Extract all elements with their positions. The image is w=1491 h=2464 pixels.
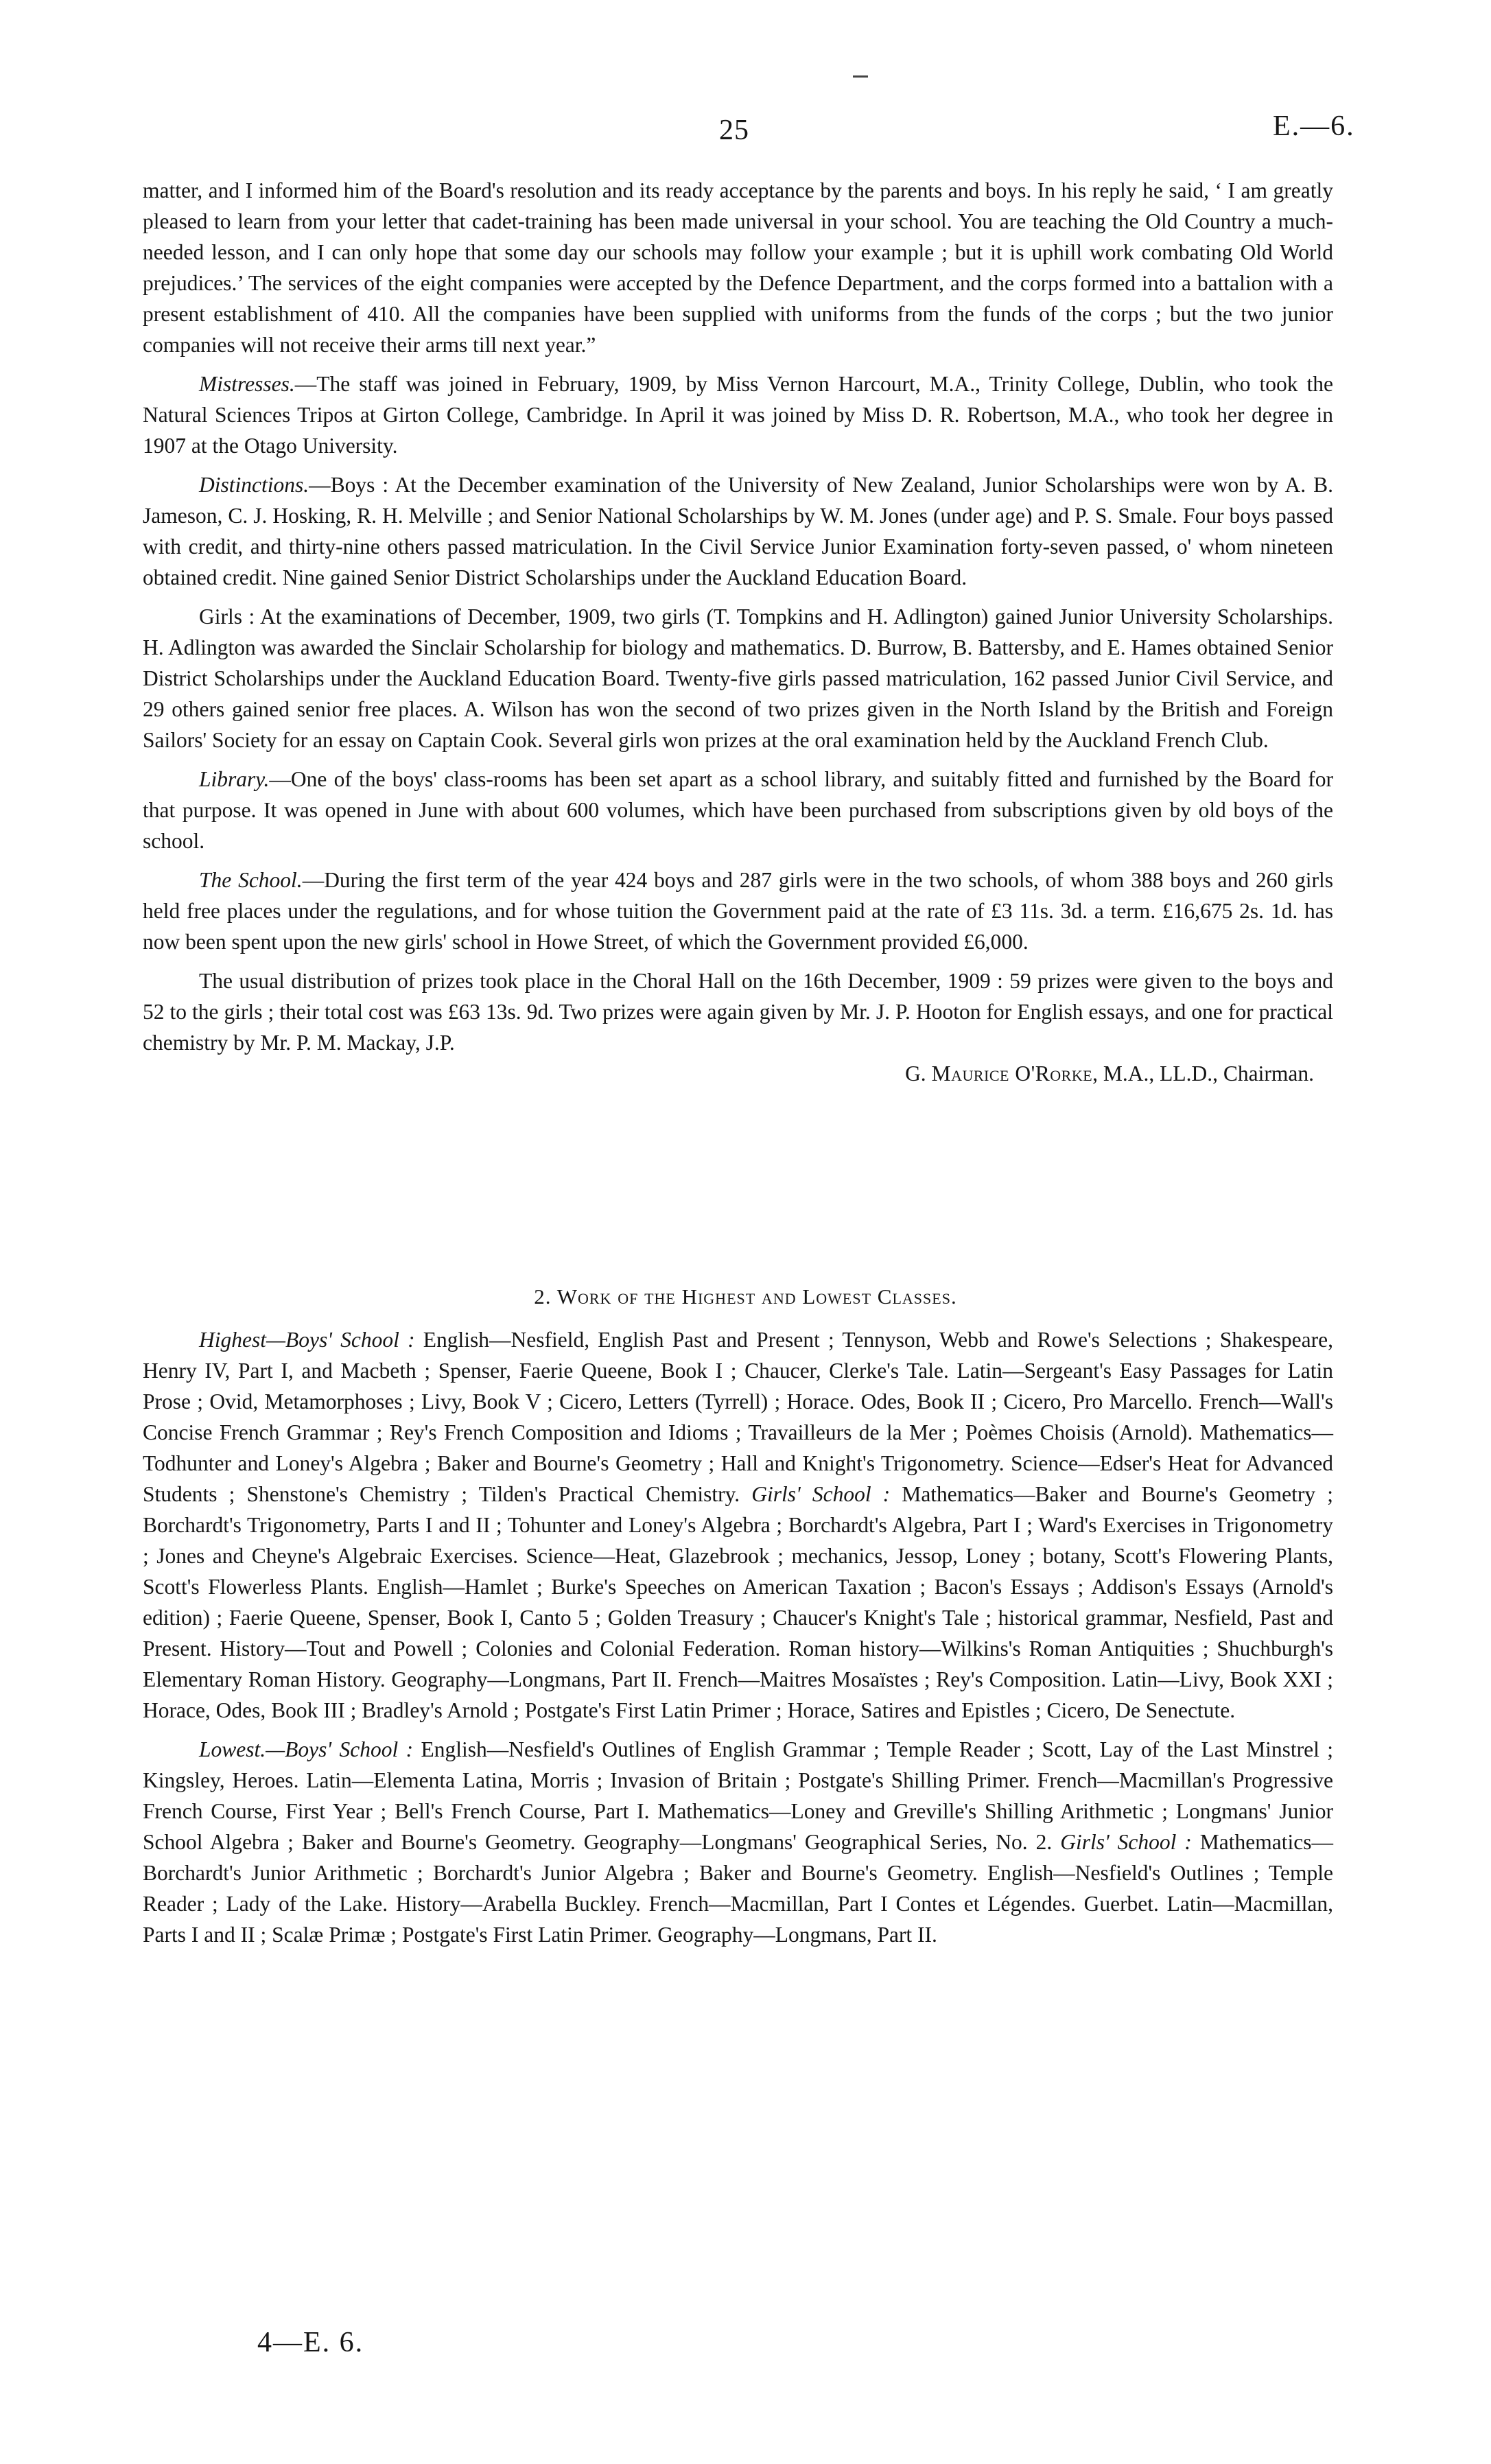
- lowest-girls-text: Mathematics—Borchardt's Junior Arithmetic ; Borchardt's Junior Algebra ; Baker and Bourne's Geometry. English—Nesfield's Outlines ; Temple Reader ; Lady of the Lake. History—Arabella Buckley. French—Macmillan, Part I Contes et Légendes. Guerbet. Latin—Macmillan, Parts I and II ; Scalæ Primæ ; Postgate's First Latin Primer. Geography—Longmans, Part II.: [143, 1830, 1333, 1947]
- distinctions-paragraph: [143, 469, 1333, 593]
- mistresses-text: —The staff was joined in February, 1909, by Miss Vernon Harcourt, M.A., Trinity College, Dublin, who took the Natural Sciences Tripos at Girton College, Cambridge. In April it was joined by Miss D. R. Robertson, M.A., who took her degree in 1907 at the Otago University.: [143, 372, 1333, 458]
- library-lead: Library.: [199, 767, 270, 791]
- mistresses-lead: Mistresses.: [199, 372, 295, 396]
- highest-girls-text: Mathematics—Baker and Bourne's Geometry ; Borchardt's Trigonometry, Parts I and II ; Tohunter and Loney's Algebra ; Borchardt's Algebra, Part I ; Ward's Exercises in Trigonometry ; Jones and Cheyne's Algebraic Exercises. Science—Heat, Glazebrook ; mechanics, Jessop, Loney ; botany, Scott's Flowering Plants, Scott's Flowerless Plants. English—Hamlet ; Burke's Speeches on American Taxation ; Bacon's Essays ; Addison's Essays (Arnold's edition) ; Faerie Queene, Spenser, Book I, Canto 5 ; Golden Treasury ; Chaucer's Knight's Tale ; historical grammar, Nesfield, Past and Present. History—Tout and Powell ; Colonies and Colonial Federation. Roman history—Wilkins's Roman Antiquities ; Shuchburgh's Elementary Roman History. Geography—Longmans, Part II. French—Maitres Mosaïstes ; Rey's Composition. Latin—Livy, Book XXI ; Horace, Odes, Book III ; Bradley's Arnold ; Postgate's First Latin Primer ; Horace, Satires and Epistles ; Cicero, De Senectute.: [143, 1482, 1333, 1722]
- lowest-boys-text: English—Nesfield's Outlines of English Grammar ; Temple Reader ; Scott, Lay of the Last Minstrel ; Kingsley, Heroes. Latin—Elementa Latina, Morris ; Invasion of Britain ; Postgate's Shilling Primer. French—Macmillan's Progressive French Course, First Year ; Bell's French Course, Part I. Mathematics—Loney and Greville's Shilling Arithmetic ; Longmans' Junior School Algebra ; Baker and Bourne's Geometry. Geography—Longmans' Geographical Series, No. 2.: [143, 1737, 1333, 1854]
- library-paragraph: [143, 764, 1333, 856]
- report-body: [143, 175, 1333, 1089]
- lowest-girls-lead: Girls' School :: [1060, 1830, 1192, 1854]
- distinctions-lead: Distinctions.: [199, 473, 309, 497]
- lowest-lead: Lowest.—Boys' School :: [199, 1737, 414, 1761]
- prizes-paragraph: The usual distribution of prizes took place in the Choral Hall on the 16th December, 1909 : 59 prizes were given to the boys and 52 to the girls ; their total cost was £63 13s. 9d. Two prizes were again given by Mr. J. P. Hooton for English essays, and one for practical chemistry by Mr. P. M. Mackay, J.P.: [143, 969, 1333, 1055]
- signature-name: Maurice O'Rorke: [931, 1061, 1093, 1086]
- continued-paragraph: matter, and I informed him of the Board's resolution and its ready acceptance by the parents and boys. In his reply he said, ‘ I am greatly pleased to learn from your letter that cadet-training has been made universal in your school. You are teaching the Old Country a much-needed lesson, and I can only hope that some day our schools may follow your example ; but it is uphill work combating Old World prejudices.’ The services of the eight companies were accepted by the Defence Department, and the corps formed into a battalion with a present establishment of 410. All the companies have been supplied with uniforms from the funds of the corps ; but the two junior companies will not receive their arms till next year.”: [143, 178, 1333, 357]
- library-text: —One of the boys' class-rooms has been set apart as a school library, and suitably fitted and furnished by the Board for that purpose. It was opened in June with about 600 volumes, which have been purchased from subscriptions given by old boys of the school.: [143, 767, 1333, 853]
- highest-lead: Highest—Boys' School :: [199, 1328, 415, 1352]
- page-number: 25: [719, 115, 749, 146]
- classes-body: [143, 1324, 1333, 1958]
- print-mark: [853, 75, 868, 78]
- chairman-signature: [143, 1058, 1333, 1089]
- signature-initial: G.: [905, 1061, 932, 1086]
- series-code: E.—6.: [1273, 110, 1355, 142]
- section-heading: 2. Work of the Highest and Lowest Classes.: [534, 1284, 957, 1309]
- highest-girls-lead: Girls' School :: [751, 1482, 891, 1506]
- school-lead: The School.: [199, 868, 303, 892]
- school-paragraph: [143, 865, 1333, 957]
- highest-paragraph: [143, 1324, 1333, 1726]
- signature-rest: , M.A., LL.D., Chairman.: [1092, 1061, 1314, 1086]
- school-text: —During the first term of the year 424 boys and 287 girls were in the two schools, of whom 388 boys and 260 girls held free places under the regulations, and for whose tuition the Government paid at the rate of £3 11s. 3d. a term. £16,675 2s. 1d. has now been spent upon the new girls' school in Howe Street, of which the Government provided £6,000.: [143, 868, 1333, 954]
- mistresses-paragraph: [143, 368, 1333, 461]
- distinctions-text: —Boys : At the December examination of the University of New Zealand, Junior Scholarships were won by A. B. Jameson, C. J. Hosking, R. H. Melville ; and Senior National Scholarships by W. M. Jones (under age) and P. S. Smale. Four boys passed with credit, and thirty-nine others passed matriculation. In the Civil Service Junior Examination forty-seven passed, o' whom nineteen obtained credit. Nine gained Senior District Scholarships under the Auckland Education Board.: [143, 473, 1333, 589]
- signature-mark: 4—E. 6.: [257, 2327, 364, 2358]
- highest-boys-text: English—Nesfield, English Past and Present ; Tennyson, Webb and Rowe's Selections ; Shakespeare, Henry IV, Part I, and Macbeth ; Spenser, Faerie Queene, Book I ; Chaucer, Clerke's Tale. Latin—Sergeant's Easy Passages for Latin Prose ; Ovid, Metamorphoses ; Livy, Book V ; Cicero, Letters (Tyrrell) ; Horace. Odes, Book II ; Cicero, Pro Marcello. French—Wall's Concise French Grammar ; Rey's French Composition and Idioms ; Travailleurs de la Mer ; Poèmes Choisis (Arnold). Mathematics—Todhunter and Loney's Algebra ; Baker and Bourne's Geometry ; Hall and Knight's Trigonometry. Science—Edser's Heat for Advanced Students ; Shenstone's Chemistry ; Tilden's Practical Chemistry.: [143, 1328, 1333, 1506]
- girls-paragraph: Girls : At the examinations of December, 1909, two girls (T. Tompkins and H. Adlington) gained Junior University Scholarships. H. Adlington was awarded the Sinclair Scholarship for biology and mathematics. D. Burrow, B. Battersby, and E. Hames obtained Senior District Scholarships under the Auckland Education Board. Twenty-five girls passed matriculation, 162 passed Junior Civil Service, and 29 others gained senior free places. A. Wilson has won the second of two prizes given in the North Island by the British and Foreign Sailors' Society for an essay on Captain Cook. Several girls won prizes at the oral examination held by the Auckland French Club.: [143, 605, 1333, 752]
- lowest-paragraph: [143, 1734, 1333, 1950]
